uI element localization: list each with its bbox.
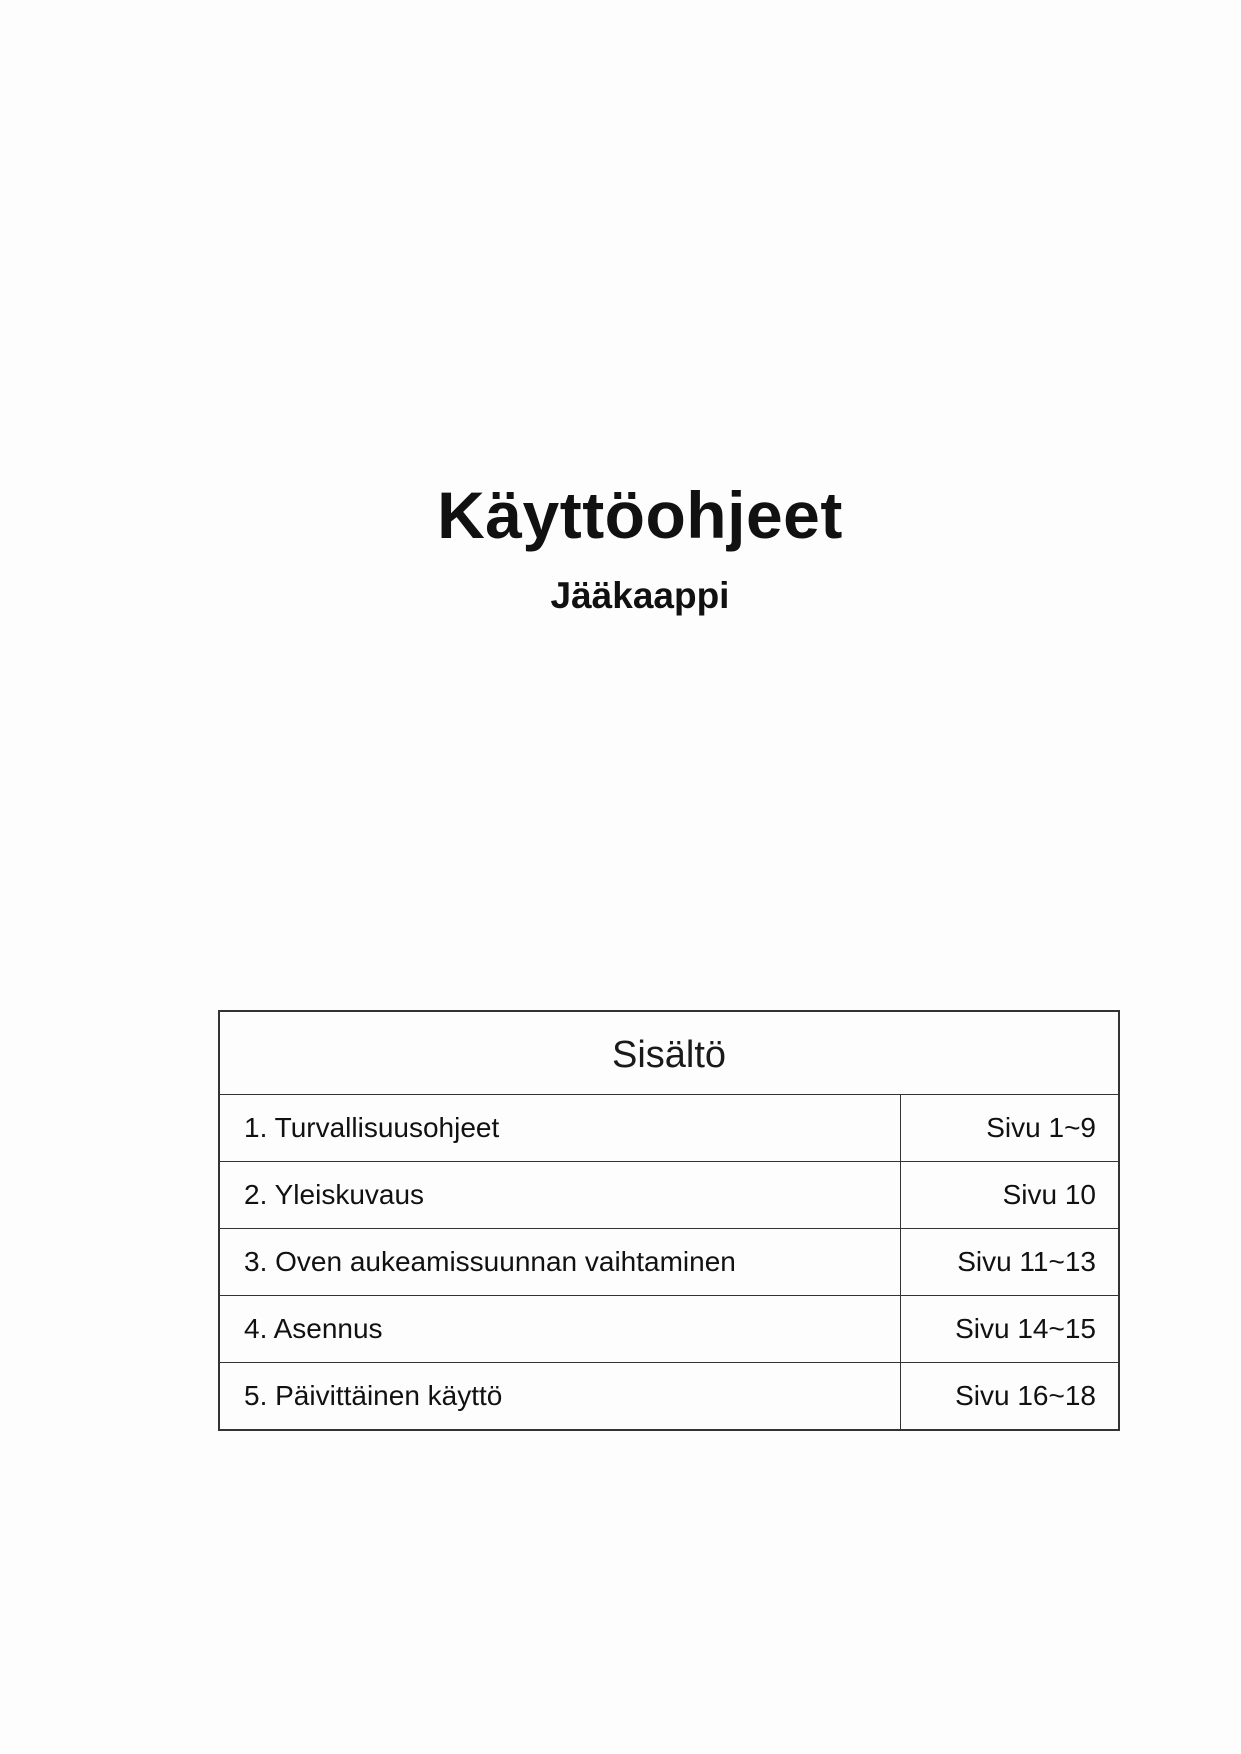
toc-row <box>219 1296 1119 1363</box>
toc-row-pages: Sivu 14~15 <box>901 1296 1120 1363</box>
toc-row-label: 2. Yleiskuvaus <box>219 1162 901 1229</box>
toc-row-pages: Sivu 10 <box>901 1162 1120 1229</box>
page-subtitle: Jääkaappi <box>550 575 730 616</box>
toc-row-pages: Sivu 11~13 <box>901 1229 1120 1296</box>
toc-row-pages: Sivu 16~18 <box>901 1363 1120 1431</box>
toc-heading: Sisältö <box>219 1011 1119 1095</box>
toc-row <box>219 1229 1119 1296</box>
toc-row <box>219 1363 1119 1431</box>
toc-row <box>219 1162 1119 1229</box>
page-title: Käyttöohjeet <box>437 478 843 552</box>
toc-row <box>219 1095 1119 1162</box>
toc-row-label: 5. Päivittäinen käyttö <box>219 1363 901 1431</box>
table-of-contents <box>218 1010 1120 1431</box>
toc-row-label: 1. Turvallisuusohjeet <box>219 1095 901 1162</box>
toc-row-label: 3. Oven aukeamissuunnan vaihtaminen <box>219 1229 901 1296</box>
toc-row-label: 4. Asennus <box>219 1296 901 1363</box>
toc-row-pages: Sivu 1~9 <box>901 1095 1120 1162</box>
